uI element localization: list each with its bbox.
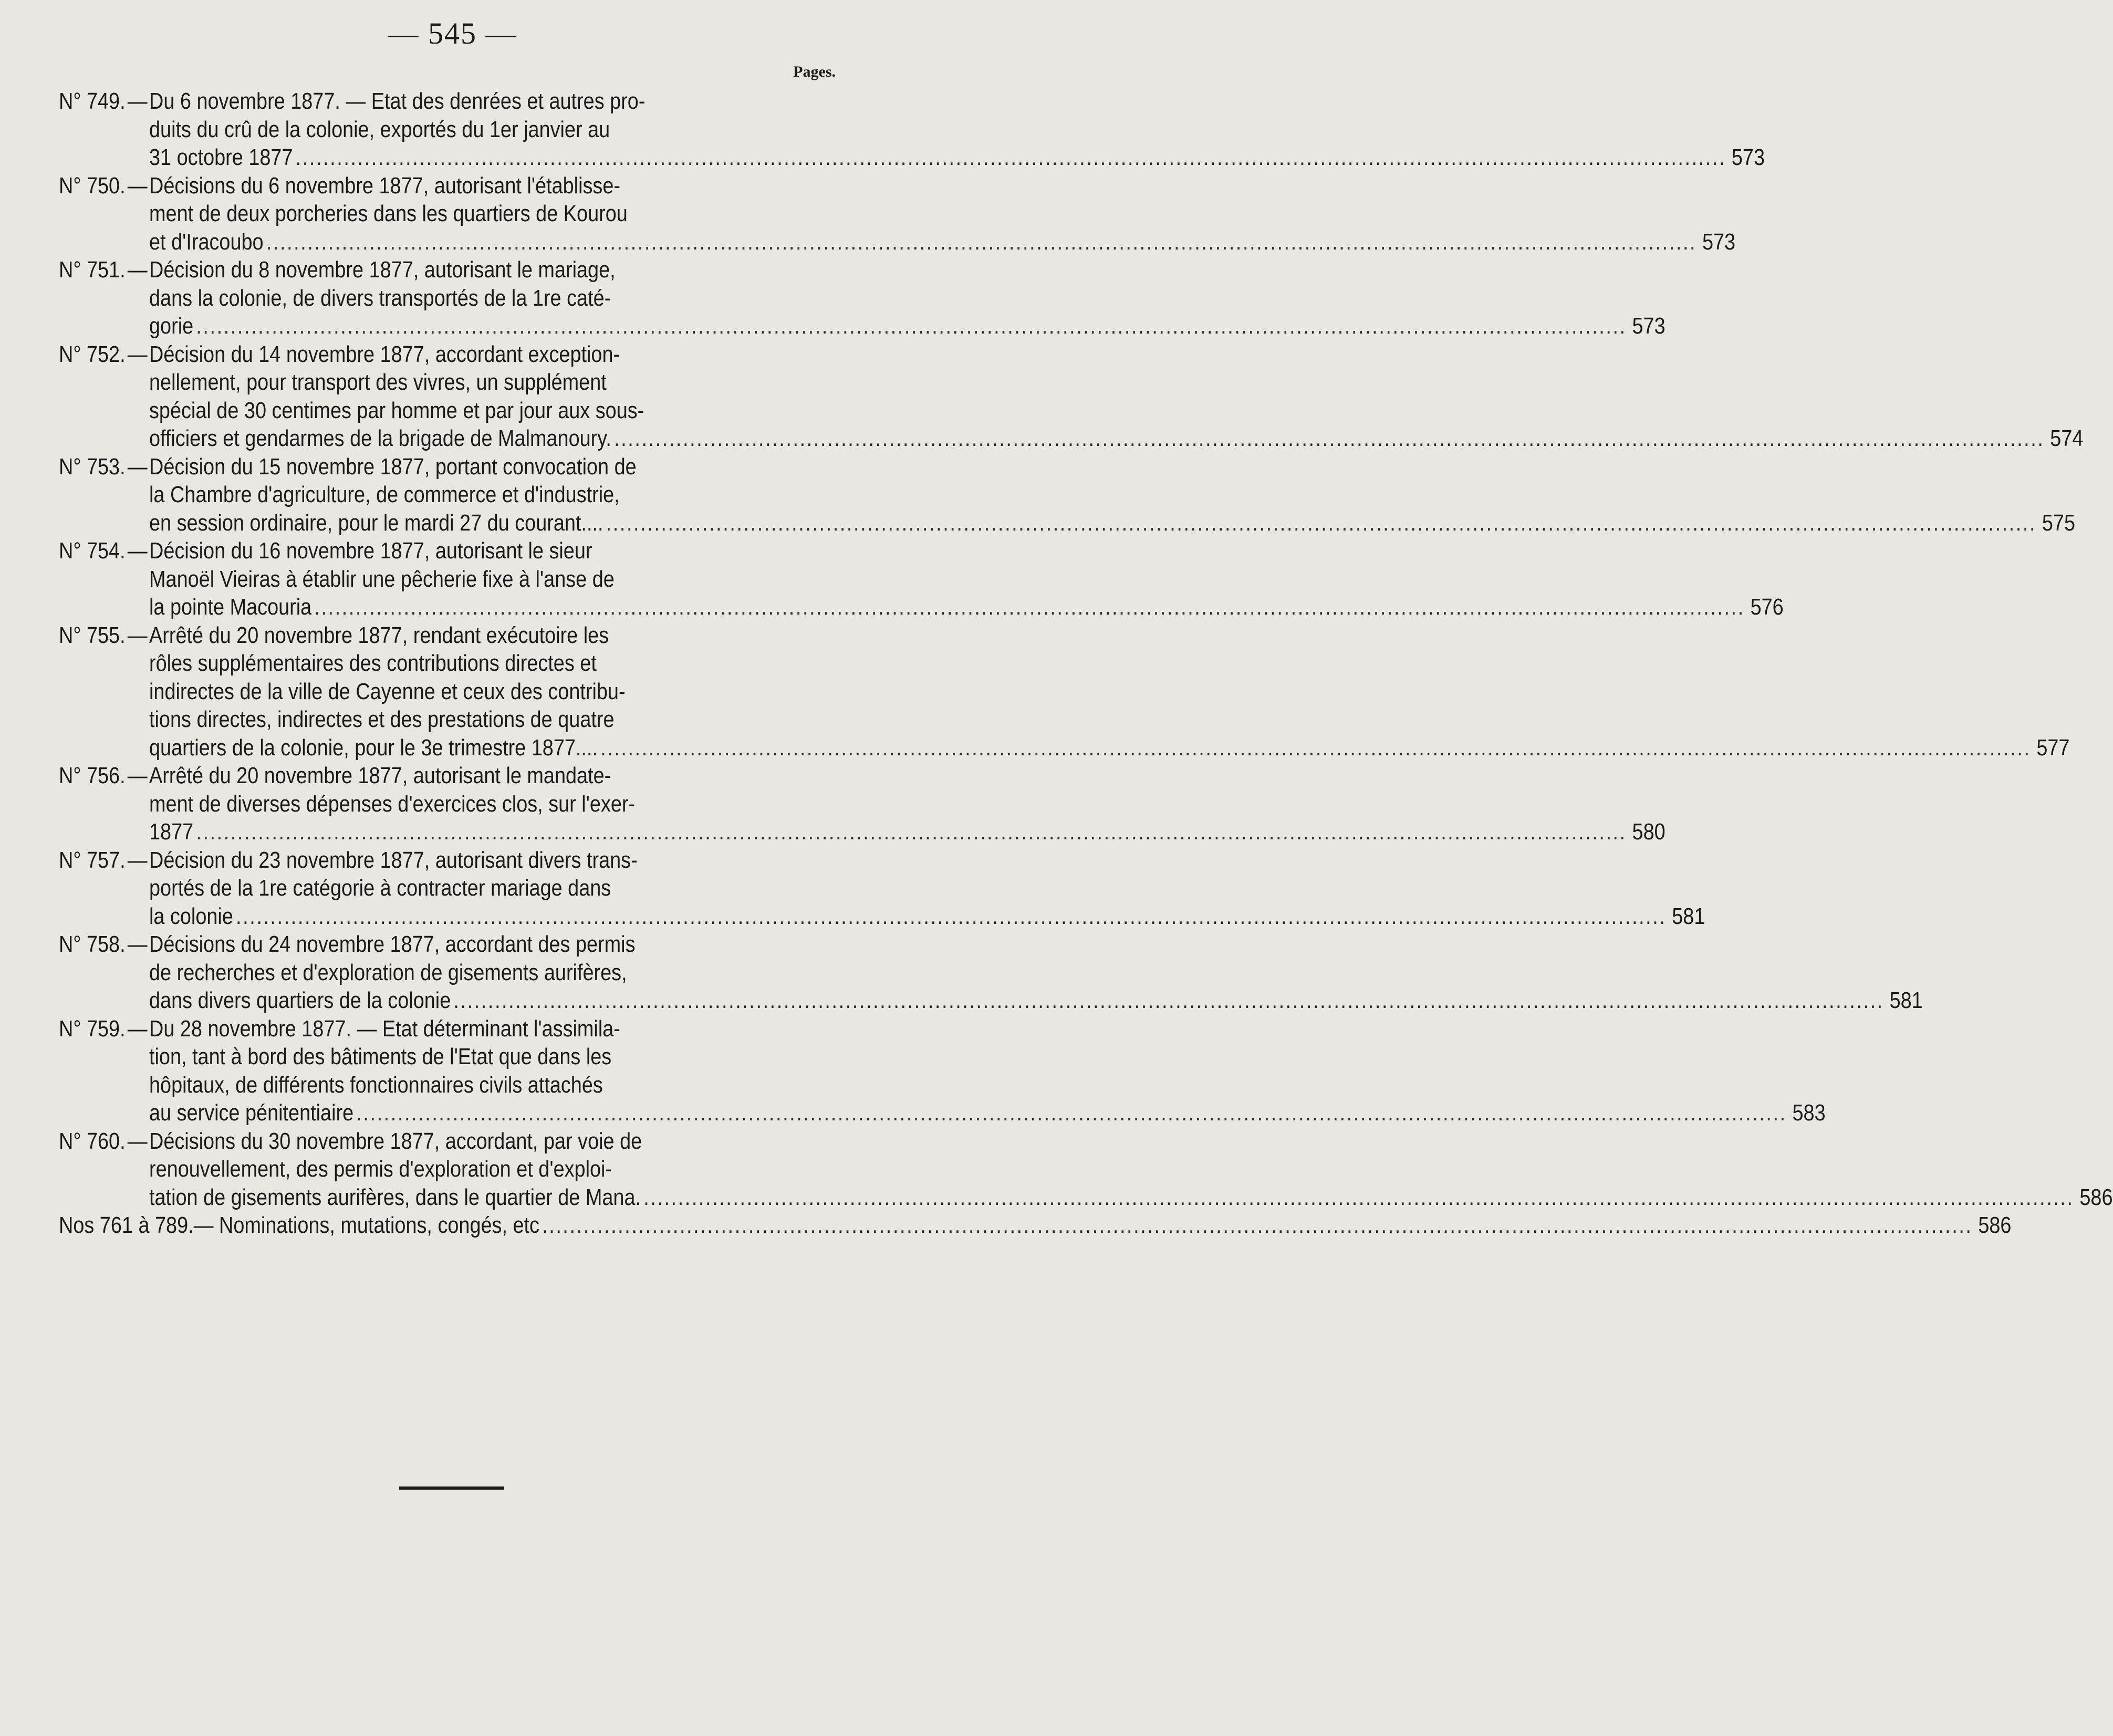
entry-text	[149, 256, 1666, 340]
entry-dash: —	[127, 763, 148, 788]
entry-text	[149, 1015, 1826, 1127]
entry-number: N° 760.	[59, 1128, 126, 1154]
page-number: 586	[2079, 1184, 2113, 1210]
toc-entry	[59, 846, 1705, 931]
entry-line: ment de deux porcheries dans les quartiers de Kourou	[149, 201, 628, 226]
entry-line: quartiers de la colonie, pour le 3e trimestre 1877....	[149, 734, 598, 761]
entry-text	[149, 621, 2069, 762]
entry-text	[149, 762, 1666, 846]
entry-dash: —	[127, 1128, 148, 1154]
dot-leader	[542, 1211, 1972, 1240]
dot-leader	[643, 1183, 2074, 1212]
entry-line: la colonie	[149, 903, 233, 929]
entry-line: Décision du 16 novembre 1877, autorisant le sieur	[149, 538, 592, 564]
entry-text	[149, 172, 1735, 256]
entry-number: N° 752.	[59, 341, 126, 367]
entry-text	[149, 930, 1923, 1015]
page-number: 576	[1750, 594, 1784, 620]
page-number: 573	[1731, 144, 1765, 170]
page-number: 581	[1672, 903, 1705, 929]
entry-last-line	[149, 228, 1735, 256]
entry-dash: —	[127, 847, 148, 873]
entry-line: Décision du 15 novembre 1877, portant convocation de	[149, 453, 637, 480]
entry-dash: —	[127, 341, 148, 367]
entry-number: N° 757.	[59, 847, 126, 873]
dot-leader	[236, 902, 1666, 931]
entry-line: Arrêté du 20 novembre 1877, autorisant le mandate-	[149, 763, 611, 788]
entry-last-line	[149, 312, 1666, 340]
dot-leader	[196, 312, 1626, 340]
entry-dash: —	[127, 453, 148, 480]
dot-leader	[196, 818, 1626, 846]
entry-line: Du 28 novembre 1877. — Etat déterminant l'assimila-	[149, 1015, 620, 1042]
entry-number: N° 755.	[59, 622, 126, 648]
entry-line: rôles supplémentaires des contributions directes et	[149, 650, 597, 676]
dot-leader	[600, 734, 2031, 762]
entry-line: 31 octobre 1877	[149, 144, 293, 170]
entry-last-line	[149, 1099, 1826, 1127]
entry-number: N° 750.	[59, 172, 126, 199]
entry-line: dans la colonie, de divers transportés de la 1re caté-	[149, 285, 611, 311]
entry-line: tions directes, indirectes et des prestations de quatre	[149, 706, 615, 732]
page-number: 583	[1792, 1100, 1826, 1126]
closing-rule	[399, 1486, 504, 1490]
toc-entry	[59, 537, 1784, 621]
entry-line: ment de diverses dépenses d'exercices clos, sur l'exer-	[149, 791, 636, 817]
dot-leader	[614, 424, 2044, 453]
entry-last-line	[149, 818, 1666, 846]
entry-line: — Nominations, mutations, congés, etc	[193, 1212, 539, 1238]
entry-last-line	[149, 902, 1705, 931]
entry-line: 1877	[149, 819, 194, 845]
entry-number: Nos 761 à 789.	[59, 1212, 194, 1238]
entry-line: Arrêté du 20 novembre 1877, rendant exécutoire les	[149, 622, 609, 648]
page-number: 586	[1978, 1212, 2012, 1238]
entry-line: Du 6 novembre 1877. — Etat des denrées et autres pro-	[149, 88, 646, 114]
entry-text	[149, 340, 2083, 453]
dot-leader	[296, 143, 1726, 172]
entry-line: la Chambre d'agriculture, de commerce et d'industrie,	[149, 482, 620, 507]
entry-number: N° 759.	[59, 1015, 126, 1042]
entry-line: gorie	[149, 313, 194, 339]
entry-last-line	[149, 424, 2083, 453]
entry-line: renouvellement, des permis d'exploration et d'exploi-	[149, 1156, 612, 1182]
dot-leader	[314, 593, 1744, 621]
entry-line: officiers et gendarmes de la brigade de Malmanoury.	[149, 425, 611, 451]
entry-line: Décision du 14 novembre 1877, accordant exception-	[149, 341, 620, 367]
toc-entry	[59, 1127, 2113, 1212]
entry-line: nellement, pour transport des vivres, un supplément	[149, 369, 607, 395]
entry-line: de recherches et d'exploration de gisements aurifères,	[149, 959, 627, 985]
entry-number: N° 758.	[59, 931, 126, 957]
entry-line: Manoël Vieiras à établir une pêcherie fixe à l'anse de	[149, 566, 615, 592]
page-number: 573	[1702, 228, 1736, 255]
entry-number: N° 751.	[59, 257, 126, 283]
entry-dash: —	[127, 257, 148, 283]
entry-number: N° 754.	[59, 538, 126, 564]
dot-leader	[356, 1099, 1786, 1127]
entry-line: spécial de 30 centimes par homme et par jour aux sous-	[149, 397, 644, 423]
entry-dash: —	[127, 622, 148, 648]
entry-line: portés de la 1re catégorie à contracter mariage dans	[149, 875, 611, 901]
page-number: 575	[2042, 510, 2075, 536]
toc-entry	[59, 930, 1923, 1015]
entry-line: et d'Iracoubo	[149, 228, 264, 255]
pages-column-label: Pages.	[793, 63, 836, 80]
dot-leader	[606, 509, 2036, 537]
entry-line: indirectes de la ville de Cayenne et ceux des contribu-	[149, 678, 626, 704]
entry-line: en session ordinaire, pour le mardi 27 du courant....	[149, 510, 603, 536]
toc-entry	[59, 621, 2070, 762]
entry-last-line	[149, 509, 2075, 537]
entry-line: tation de gisements aurifères, dans le quartier de Mana.	[149, 1184, 641, 1210]
entry-dash: —	[127, 172, 148, 199]
entry-last-line	[149, 593, 1784, 621]
page-number: 580	[1632, 819, 1666, 845]
entry-line: dans divers quartiers de la colonie	[149, 987, 451, 1013]
entry-last-line	[149, 1183, 2113, 1212]
entry-last-line	[149, 986, 1923, 1015]
page-number: 577	[2036, 734, 2070, 761]
entry-line: au service pénitentiaire	[149, 1100, 354, 1126]
toc-entry	[59, 172, 1736, 256]
table-of-contents	[59, 87, 2113, 1240]
entry-dash: —	[127, 538, 148, 564]
entry-line: Décisions du 24 novembre 1877, accordant des permis	[149, 931, 636, 957]
entry-dash: —	[127, 1015, 148, 1042]
entry-number: N° 753.	[59, 453, 126, 480]
entry-line: hôpitaux, de différents fonctionnaires civils attachés	[149, 1072, 603, 1098]
entry-last-line	[149, 143, 1765, 172]
toc-entry	[59, 256, 1666, 340]
dot-leader	[453, 986, 1883, 1015]
entry-text	[149, 537, 1784, 621]
entry-text	[149, 1127, 2113, 1212]
entry-number: N° 756.	[59, 763, 126, 788]
entry-line: Décisions du 6 novembre 1877, autorisant l'établisse-	[149, 172, 620, 199]
dot-leader	[266, 228, 1696, 256]
entry-dash: —	[127, 88, 148, 114]
toc-entry-final	[59, 1211, 2012, 1240]
toc-entry	[59, 87, 1765, 172]
entry-text	[149, 453, 2075, 537]
page-number: 574	[2050, 425, 2084, 451]
entry-dash: —	[127, 931, 148, 957]
entry-line: la pointe Macouria	[149, 594, 312, 620]
toc-entry	[59, 453, 2075, 537]
toc-entry	[59, 1015, 1826, 1127]
toc-entry	[59, 762, 1666, 846]
entry-line: duits du crû de la colonie, exportés du 1er janvier au	[149, 116, 610, 142]
entry-text	[149, 87, 1765, 172]
entry-last-line	[149, 734, 2069, 762]
page-number: 573	[1632, 313, 1666, 339]
toc-entry	[59, 340, 2084, 453]
entry-line: tion, tant à bord des bâtiments de l'Etat que dans les	[149, 1044, 612, 1069]
entry-line: Décision du 23 novembre 1877, autorisant divers trans-	[149, 847, 638, 873]
entry-line: Décision du 8 novembre 1877, autorisant le mariage,	[149, 257, 616, 283]
entry-line: Décisions du 30 novembre 1877, accordant, par voie de	[149, 1128, 642, 1154]
entry-text	[149, 846, 1705, 931]
page-number: 581	[1889, 987, 1923, 1013]
entry-number: N° 749.	[59, 88, 126, 114]
page-folio: — 545 —	[388, 16, 517, 50]
